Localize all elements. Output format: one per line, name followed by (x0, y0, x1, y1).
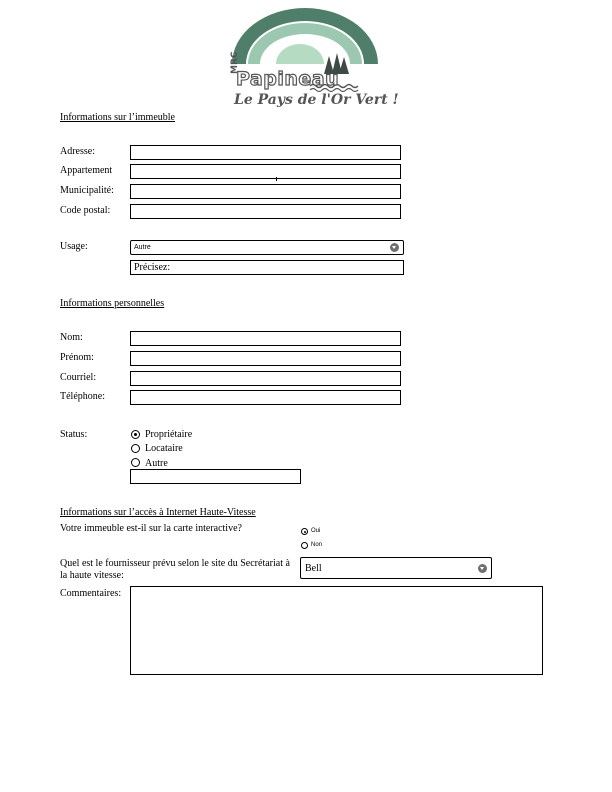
chevron-down-icon (390, 243, 399, 252)
logo-tagline-text: Le Pays de l'Or Vert ! (234, 92, 399, 108)
provider-question-line1: Quel est le fournisseur prévu selon le site du Secrétariat à (60, 558, 290, 569)
map-option-no: Non (311, 542, 323, 548)
map-question: Votre immeuble est-il sur la carte interactive? (60, 523, 242, 534)
status-label: Status: (60, 429, 88, 440)
status-option-tenant: Locataire (145, 443, 183, 454)
apartment-label: Appartement (60, 165, 113, 176)
usage-label: Usage: (60, 241, 88, 252)
provider-select[interactable] (300, 557, 492, 579)
chevron-down-icon (478, 564, 487, 573)
specify-field[interactable] (130, 260, 404, 275)
usage-select-value: Autre (134, 244, 151, 251)
email-label: Courriel: (60, 372, 97, 383)
status-option-owner: Propriétaire (145, 429, 193, 440)
status-other-field[interactable] (130, 469, 301, 484)
section-title-building: Informations sur l’immeuble (60, 112, 175, 123)
provider-select-value: Bell (305, 562, 322, 574)
usage-select[interactable] (130, 240, 404, 255)
postal-code-field[interactable] (130, 204, 401, 219)
name-field[interactable] (130, 331, 401, 346)
status-option-other: Autre (145, 458, 168, 469)
map-option-yes: Oui (311, 528, 321, 534)
address-field[interactable] (130, 145, 401, 160)
address-label: Adresse: (60, 146, 95, 157)
map-radio-yes[interactable] (301, 528, 308, 535)
firstname-field[interactable] (130, 351, 401, 366)
postal-code-label: Code postal: (60, 205, 111, 216)
name-label: Nom: (60, 332, 83, 343)
map-radio-no[interactable] (301, 542, 308, 549)
section-title-internet: Informations sur l’accès à Internet Haute-Vitesse (60, 507, 256, 518)
phone-label: Téléphone: (60, 391, 105, 402)
status-radio-tenant[interactable] (131, 444, 140, 453)
comments-label: Commentaires: (60, 588, 122, 599)
section-title-personal: Informations personnelles (60, 298, 165, 309)
status-radio-owner[interactable] (131, 430, 140, 439)
mrc-papineau-logo (226, 4, 399, 116)
municipality-field[interactable] (130, 184, 401, 199)
logo-name-text: Papineau (236, 68, 340, 90)
comments-textarea[interactable] (130, 586, 543, 675)
text-cursor (276, 177, 277, 181)
provider-question-line2: la haute vitesse: (60, 570, 124, 581)
firstname-label: Prénom: (60, 352, 94, 363)
logo-mrc-text: MRC (230, 51, 240, 74)
apartment-field[interactable] (130, 164, 401, 179)
specify-placeholder: Précisez: (134, 262, 171, 273)
phone-field[interactable] (130, 390, 401, 405)
municipality-label: Municipalité: (60, 185, 114, 196)
email-field[interactable] (130, 371, 401, 386)
status-radio-other[interactable] (131, 458, 140, 467)
